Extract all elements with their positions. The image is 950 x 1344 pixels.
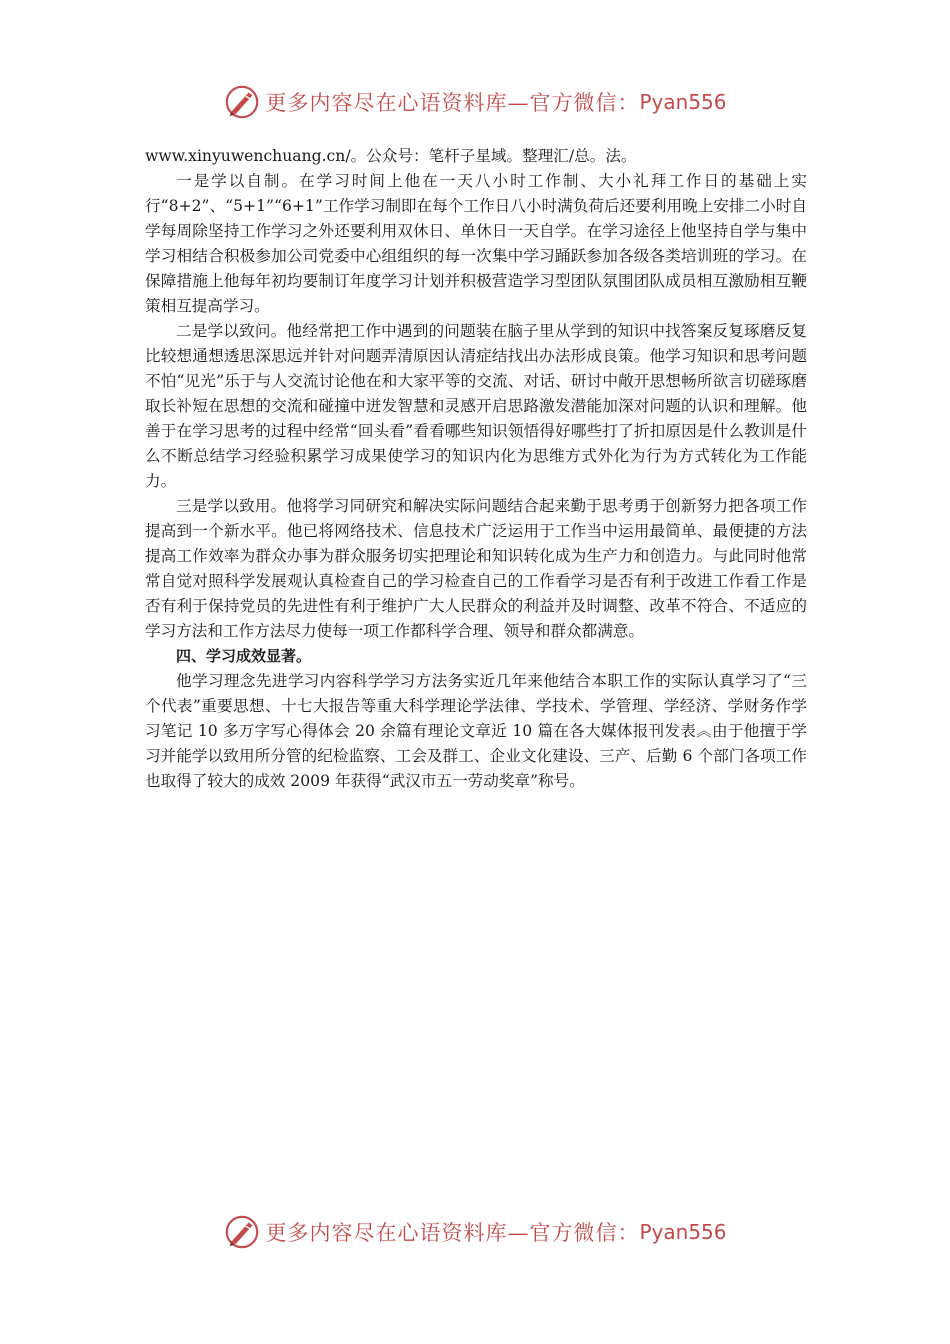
section-heading: 四、学习成效显著。 (176, 647, 312, 665)
paragraph-inquiry: 二是学以致问。他经常把工作中遇到的问题装在脑子里从学到的知识中找答案反复琢磨反复比较想通想透思深思远并针对问题弄清原因认清症结找出办法形成良策。他学习知识和思考问题不怕“见光”乐于与人交流讨论他在和大家平等的交流、对话、研讨中敞开思想畅所欲言切磋琢磨取长补短在思想的交流和碰撞中迸发智慧和灵感开启思路激发潜能加深对问题的认识和理解。他善于在学习思考的过程中经常“回头看”看看哪些知识领悟得好哪些打了折扣原因是什么教训是什么不断总结学习经验积累学习成果使学习的知识内化为思维方式外化为行为方式转化为工作能力。 (145, 322, 807, 490)
banner-text: 更多内容尽在心语资料库—官方微信： (265, 1221, 640, 1245)
pen-logo-icon (223, 83, 261, 121)
document-body (145, 144, 807, 794)
intro-line: www.xinyuwenchuang.cn/。公众号：笔杆子星域。整理汇/总。法。 (145, 147, 637, 165)
header-banner (0, 82, 950, 122)
paragraph-results: 他学习理念先进学习内容科学学习方法务实近几年来他结合本职工作的实际认真学习了“三个代表”重要思想、十七大报告等重大科学理论学法律、学技术、学管理、学经济、学财务作学习笔记 10 多万字写心得体会 20 余篇有理论文章近 10 篇在各大媒体报刊发表︽由于他擅于学习并能学以致用所分管的纪检监察、工会及群工、企业文化建设、三产、后勤 6 个部门各项工作也取得了较大的成效 2009 年获得“武汉市五一劳动奖章”称号。 (145, 672, 807, 790)
banner-wechat-id: Pyan556 (639, 1220, 727, 1244)
paragraph-application: 三是学以致用。他将学习同研究和解决实际问题结合起来勤于思考勇于创新努力把各项工作提高到一个新水平。他已将网络技术、信息技术广泛运用于工作当中运用最简单、最便捷的方法提高工作效率为群众办事为群众服务切实把理论和知识转化成为生产力和创造力。与此同时他常常自觉对照科学发展观认真检查自己的学习检查自己的工作看学习是否有利于改进工作看工作是否有利于保持党员的先进性有利于维护广大人民群众的利益并及时调整、改革不符合、不适应的学习方法和工作方法尽力使每一项工作都科学合理、领导和群众都满意。 (145, 497, 807, 640)
footer-banner (0, 1212, 950, 1252)
paragraph-self-discipline: 一是学以自制。在学习时间上他在一天八小时工作制、大小礼拜工作日的基础上实行“8+2”、“5+1”“6+1”工作学习制即在每个工作日八小时满负荷后还要利用晚上安排二小时自学每周除坚持工作学习之外还要利用双休日、单休日一天自学。在学习途径上他坚持自学与集中学习相结合积极参加公司党委中心组组织的每一次集中学习踊跃参加各级各类培训班的学习。在保障措施上他每年初均要制订年度学习计划并积极营造学习型团队氛围团队成员相互激励相互鞭策相互提高学习。 (145, 172, 807, 315)
pen-logo-icon (223, 1213, 261, 1251)
banner-text: 更多内容尽在心语资料库—官方微信： (265, 91, 640, 115)
banner-wechat-id: Pyan556 (639, 90, 727, 114)
